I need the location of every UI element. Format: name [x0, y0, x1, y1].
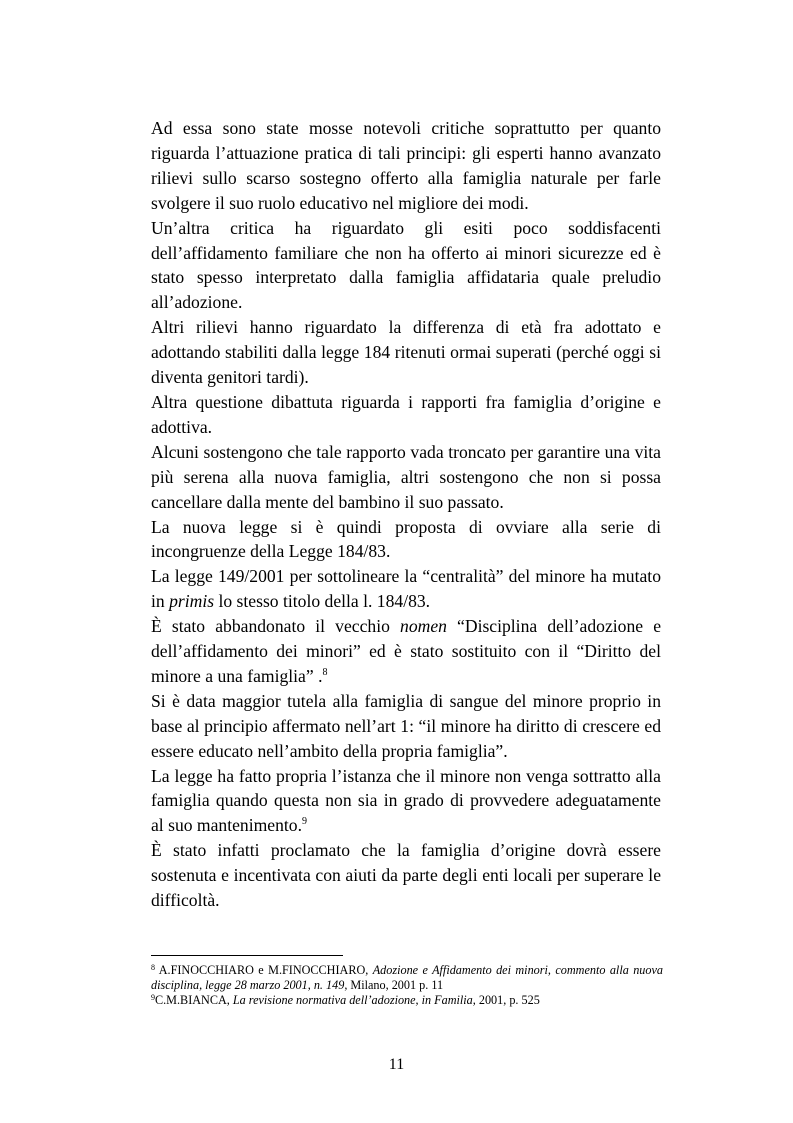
paragraph-1: Ad essa sono state mosse notevoli critiche soprattutto per quanto riguarda l’attuazione pratica di tali principi: gli esperti hanno avanzato rilievi sullo scarso sostegno offerto alla famiglia naturale per farle svolgere il suo ruolo educativo nel migliore dei modi. [151, 118, 661, 213]
footnote-9-publication: 2001, p. 525 [475, 993, 540, 1008]
paragraph-3: Altri rilievi hanno riguardato la differenza di età fra adottato e adottando stabiliti dalla legge 184 ritenuti ormai superati (perché oggi si diventa genitori tardi). [151, 317, 661, 388]
paragraph-8-emphasis: nomen [400, 616, 447, 637]
paragraph-7-emphasis: primis [169, 591, 215, 612]
footnote-9-author: C.M.BIANCA, [155, 993, 233, 1008]
paragraph-8-text-a: È stato abbandonato il vecchio [151, 616, 401, 637]
footnote-8-number: 8 [151, 963, 155, 972]
paragraph-10-text: La legge ha fatto propria l’istanza che il minore non venga sottratto alla famiglia quando questa non sia in grado di provvedere adeguatamente al suo mantenimento. [151, 765, 661, 836]
paragraph-8 [151, 614, 661, 689]
footnote-8-publication: , Milano, 2001 p. 11 [344, 978, 444, 993]
footnote-separator [151, 955, 343, 956]
footnote-ref-9[interactable]: 9 [301, 816, 307, 828]
paragraph-7-text-a: La legge 149/2001 per sottolineare la “centralità” del minore ha mutato in [151, 566, 661, 612]
paragraph-7-text-b: lo stesso titolo della l. 184/83. [214, 591, 431, 612]
footnote-8-author: A.FINOCCHIARO e M.FINOCCHIARO, [155, 963, 373, 977]
page-number: 11 [388, 1056, 405, 1073]
paragraph-9: Si è data maggior tutela alla famiglia di sangue del minore proprio in base al principio affermato nell’art 1: “il minore ha diritto di crescere ed essere educato nell’ambito della propria famiglia”. [151, 690, 661, 761]
footnote-9 [151, 993, 663, 1008]
paragraph-4: Altra questione dibattuta riguarda i rapporti fra famiglia d’origine e adottiva. [151, 391, 661, 437]
footnote-9-title: La revisione normativa dell’adozione, in Familia, [232, 993, 476, 1008]
paragraph-8-text-b: “Disciplina dell’adozione e dell’affidamento dei minori” ed è stato sostituito con il “Diritto del minore a una famiglia” . [151, 616, 661, 686]
paragraph-5: Alcuni sostengono che tale rapporto vada troncato per garantire una vita più serena alla nuova famiglia, altri sostengono che non si possa cancellare dalla mente del bambino il suo passato. [151, 441, 661, 512]
paragraph-10 [151, 764, 661, 839]
body-text [151, 116, 661, 913]
footnote-9-number: 9 [151, 993, 155, 1003]
paragraph-2: Un’altra critica ha riguardato gli esiti poco soddisfacenti dell’affidamento familiare che non ha offerto ai minori sicurezze ed è stato spesso interpretato dalla famiglia affidataria quale preludio all’adozione. [151, 217, 661, 313]
paragraph-7 [151, 564, 661, 614]
paragraph-11: È stato infatti proclamato che la famiglia d’origine dovrà essere sostenuta e incentivata con aiuti da parte degli enti locali per superare le difficoltà. [151, 840, 661, 911]
footnotes [151, 963, 663, 1009]
footnote-8 [151, 963, 663, 993]
footnote-ref-8[interactable]: 8 [322, 666, 328, 678]
paragraph-6: La nuova legge si è quindi proposta di ovviare alla serie di incongruenze della Legge 184/83. [151, 516, 661, 562]
footnote-8-title: Adozione e Affidamento dei minori, commento alla nuova disciplina, legge 28 marzo 2001, n. 149 [151, 963, 663, 993]
